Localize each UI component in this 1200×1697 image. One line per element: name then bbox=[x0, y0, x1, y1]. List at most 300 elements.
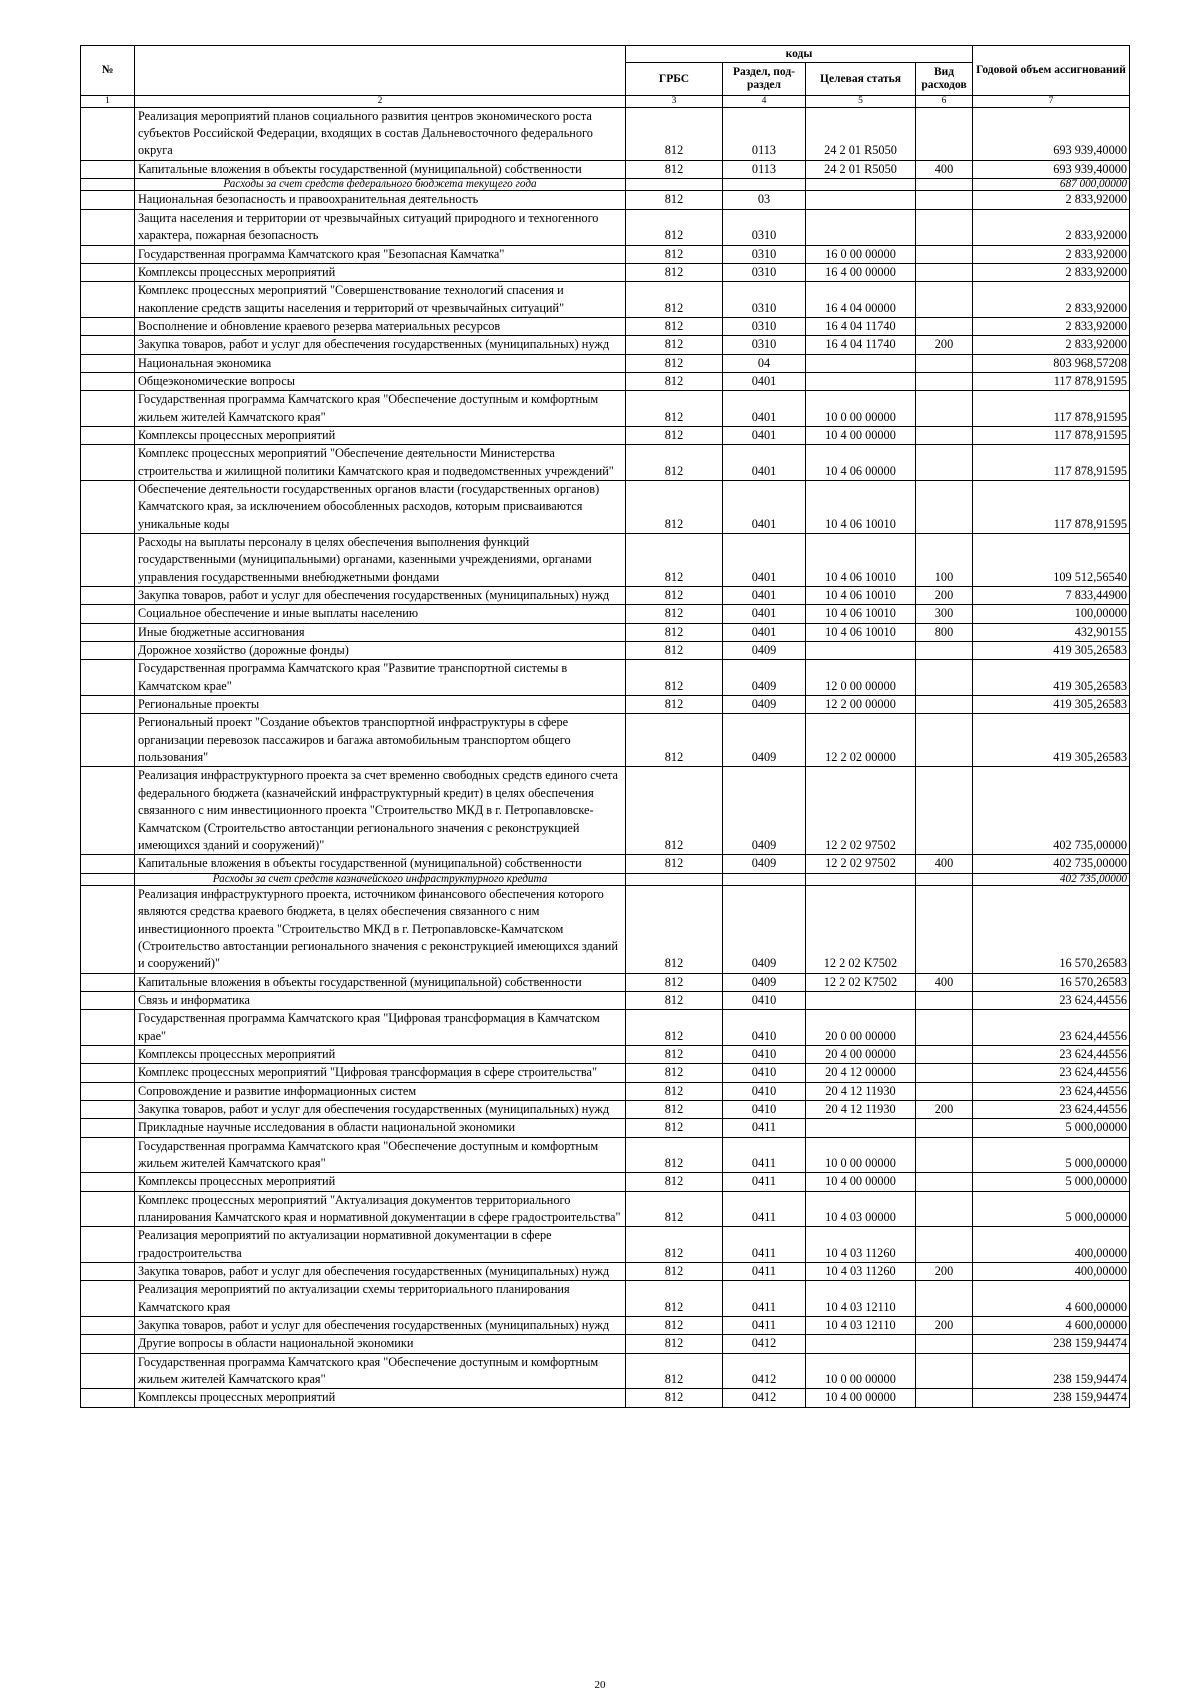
expense-name: Национальная безопасность и правоохранительная деятельность bbox=[135, 191, 626, 209]
table-row bbox=[81, 767, 1130, 855]
grbs-cell: 812 bbox=[626, 1317, 723, 1335]
grbs-cell: 812 bbox=[626, 317, 723, 335]
vid-cell bbox=[916, 1353, 973, 1389]
row-number bbox=[81, 445, 135, 481]
expense-name: Реализация инфраструктурного проекта за счет временно свободных средств единого счета федерального бюджета (казначейский инфраструктурный кредит) в целях обеспечения связанного с ним инвестиционного проекта "Строительство МКД в г. Петропавловске-Камчатском (Строительство автостанции регионального значения с реконструкцией имеющихся зданий и сооружений)" bbox=[135, 767, 626, 855]
grbs-cell: 812 bbox=[626, 445, 723, 481]
row-number bbox=[81, 282, 135, 318]
table-row bbox=[81, 642, 1130, 660]
table-row bbox=[81, 1263, 1130, 1281]
vid-cell bbox=[916, 1045, 973, 1063]
vid-cell bbox=[916, 1227, 973, 1263]
expense-name: Государственная программа Камчатского края "Цифровая трансформация в Камчатском крае" bbox=[135, 1010, 626, 1046]
tsel-cell bbox=[806, 179, 916, 191]
row-number bbox=[81, 660, 135, 696]
razdel-cell: 0409 bbox=[723, 642, 806, 660]
tsel-cell: 12 2 00 00000 bbox=[806, 696, 916, 714]
grbs-cell: 812 bbox=[626, 1100, 723, 1118]
razdel-cell: 0310 bbox=[723, 336, 806, 354]
razdel-cell: 0410 bbox=[723, 1100, 806, 1118]
razdel-cell: 0409 bbox=[723, 973, 806, 991]
grbs-cell: 812 bbox=[626, 1173, 723, 1191]
tsel-cell: 10 4 06 00000 bbox=[806, 445, 916, 481]
razdel-cell: 0411 bbox=[723, 1191, 806, 1227]
razdel-cell: 0310 bbox=[723, 282, 806, 318]
razdel-cell: 0401 bbox=[723, 445, 806, 481]
table-row bbox=[81, 191, 1130, 209]
expense-name: Закупка товаров, работ и услуг для обеспечения государственных (муниципальных) нужд bbox=[135, 1100, 626, 1118]
table-row bbox=[81, 885, 1130, 973]
table-row bbox=[81, 426, 1130, 444]
table-row bbox=[81, 623, 1130, 641]
razdel-cell: 0409 bbox=[723, 885, 806, 973]
razdel-cell: 0410 bbox=[723, 991, 806, 1009]
expense-name: Защита населения и территории от чрезвычайных ситуаций природного и техногенного характера, пожарная безопасность bbox=[135, 209, 626, 245]
tsel-cell: 20 4 12 11930 bbox=[806, 1082, 916, 1100]
razdel-cell: 0113 bbox=[723, 160, 806, 178]
expense-name: Государственная программа Камчатского края "Обеспечение доступным и комфортным жильем жителей Камчатского края" bbox=[135, 391, 626, 427]
table-row bbox=[81, 1010, 1130, 1046]
tsel-cell: 20 4 12 11930 bbox=[806, 1100, 916, 1118]
row-number bbox=[81, 1010, 135, 1046]
table-row bbox=[81, 354, 1130, 372]
row-number bbox=[81, 209, 135, 245]
vid-cell: 300 bbox=[916, 605, 973, 623]
amount-cell: 117 878,91595 bbox=[973, 480, 1130, 533]
expense-name: Комплексы процессных мероприятий bbox=[135, 426, 626, 444]
col-index: 1 bbox=[81, 96, 135, 108]
expense-name: Региональные проекты bbox=[135, 696, 626, 714]
tsel-cell: 16 4 00 00000 bbox=[806, 263, 916, 281]
col-header-tsel: Целевая статья bbox=[806, 63, 916, 96]
column-index-row bbox=[81, 96, 1130, 108]
vid-cell bbox=[916, 1082, 973, 1100]
vid-cell bbox=[916, 1010, 973, 1046]
vid-cell bbox=[916, 1281, 973, 1317]
tsel-cell: 10 4 03 12110 bbox=[806, 1317, 916, 1335]
row-number bbox=[81, 1082, 135, 1100]
razdel-cell: 0410 bbox=[723, 1064, 806, 1082]
razdel-cell: 0411 bbox=[723, 1119, 806, 1137]
expense-name: Региональный проект "Создание объектов транспортной инфраструктуры в сфере организации перевозок пассажиров и багажа автомобильным транспортом общего пользования" bbox=[135, 714, 626, 767]
vid-cell: 100 bbox=[916, 534, 973, 587]
page-number: 20 bbox=[594, 1679, 606, 1691]
budget-document bbox=[80, 45, 1129, 1408]
amount-cell: 693 939,40000 bbox=[973, 160, 1130, 178]
tsel-cell: 10 4 06 10010 bbox=[806, 623, 916, 641]
amount-cell: 238 159,94474 bbox=[973, 1389, 1130, 1407]
grbs-cell: 812 bbox=[626, 696, 723, 714]
expense-name: Капитальные вложения в объекты государственной (муниципальной) собственности bbox=[135, 855, 626, 873]
table-row bbox=[81, 245, 1130, 263]
col-header-codes: коды bbox=[626, 46, 973, 63]
vid-cell bbox=[916, 1173, 973, 1191]
amount-cell: 402 735,00000 bbox=[973, 767, 1130, 855]
table-row bbox=[81, 317, 1130, 335]
grbs-cell: 812 bbox=[626, 1227, 723, 1263]
row-number bbox=[81, 179, 135, 191]
vid-cell: 200 bbox=[916, 1100, 973, 1118]
table-row bbox=[81, 534, 1130, 587]
tsel-cell: 16 0 00 00000 bbox=[806, 245, 916, 263]
grbs-cell: 812 bbox=[626, 107, 723, 160]
vid-cell: 200 bbox=[916, 336, 973, 354]
funding-source-label: Расходы за счет средств федерального бюджета текущего года bbox=[135, 179, 626, 191]
tsel-cell: 10 4 00 00000 bbox=[806, 1389, 916, 1407]
table-row bbox=[81, 263, 1130, 281]
tsel-cell: 10 4 06 10010 bbox=[806, 534, 916, 587]
grbs-cell: 812 bbox=[626, 1335, 723, 1353]
row-number bbox=[81, 642, 135, 660]
funding-source-amount: 402 735,00000 bbox=[973, 873, 1130, 885]
col-header-vid: Вид расходов bbox=[916, 63, 973, 96]
expense-name: Комплексы процессных мероприятий bbox=[135, 1173, 626, 1191]
row-number bbox=[81, 973, 135, 991]
grbs-cell: 812 bbox=[626, 605, 723, 623]
vid-cell: 400 bbox=[916, 160, 973, 178]
vid-cell bbox=[916, 714, 973, 767]
amount-cell: 5 000,00000 bbox=[973, 1119, 1130, 1137]
tsel-cell: 10 4 00 00000 bbox=[806, 1173, 916, 1191]
amount-cell: 2 833,92000 bbox=[973, 245, 1130, 263]
row-number bbox=[81, 372, 135, 390]
grbs-cell: 812 bbox=[626, 391, 723, 427]
vid-cell bbox=[916, 885, 973, 973]
tsel-cell bbox=[806, 372, 916, 390]
tsel-cell: 16 4 04 00000 bbox=[806, 282, 916, 318]
tsel-cell: 12 2 02 97502 bbox=[806, 855, 916, 873]
grbs-cell: 812 bbox=[626, 767, 723, 855]
row-number bbox=[81, 160, 135, 178]
table-row bbox=[81, 714, 1130, 767]
col-index: 7 bbox=[973, 96, 1130, 108]
amount-cell: 5 000,00000 bbox=[973, 1191, 1130, 1227]
grbs-cell: 812 bbox=[626, 1281, 723, 1317]
expense-name: Общеэкономические вопросы bbox=[135, 372, 626, 390]
expense-name: Реализация мероприятий по актуализации нормативной документации в сфере градостроительства bbox=[135, 1227, 626, 1263]
table-row bbox=[81, 209, 1130, 245]
vid-cell bbox=[916, 991, 973, 1009]
grbs-cell: 812 bbox=[626, 1010, 723, 1046]
table-row bbox=[81, 991, 1130, 1009]
razdel-cell: 0412 bbox=[723, 1335, 806, 1353]
razdel-cell: 0401 bbox=[723, 587, 806, 605]
amount-cell: 23 624,44556 bbox=[973, 991, 1130, 1009]
amount-cell: 693 939,40000 bbox=[973, 107, 1130, 160]
expense-name: Другие вопросы в области национальной экономики bbox=[135, 1335, 626, 1353]
amount-cell: 419 305,26583 bbox=[973, 696, 1130, 714]
razdel-cell: 0401 bbox=[723, 534, 806, 587]
vid-cell bbox=[916, 209, 973, 245]
vid-cell: 200 bbox=[916, 587, 973, 605]
vid-cell bbox=[916, 445, 973, 481]
grbs-cell: 812 bbox=[626, 191, 723, 209]
vid-cell bbox=[916, 873, 973, 885]
vid-cell bbox=[916, 282, 973, 318]
tsel-cell: 12 2 02 00000 bbox=[806, 714, 916, 767]
amount-cell: 2 833,92000 bbox=[973, 282, 1130, 318]
row-number bbox=[81, 1100, 135, 1118]
grbs-cell: 812 bbox=[626, 372, 723, 390]
tsel-cell: 24 2 01 R5050 bbox=[806, 160, 916, 178]
razdel-cell: 03 bbox=[723, 191, 806, 209]
expense-name: Дорожное хозяйство (дорожные фонды) bbox=[135, 642, 626, 660]
expense-name: Государственная программа Камчатского края "Обеспечение доступным и комфортным жильем жителей Камчатского края" bbox=[135, 1137, 626, 1173]
table-row bbox=[81, 1389, 1130, 1407]
tsel-cell: 12 2 02 97502 bbox=[806, 767, 916, 855]
vid-cell: 400 bbox=[916, 973, 973, 991]
amount-cell: 109 512,56540 bbox=[973, 534, 1130, 587]
amount-cell: 5 000,00000 bbox=[973, 1173, 1130, 1191]
razdel-cell: 0310 bbox=[723, 209, 806, 245]
tsel-cell: 10 4 03 11260 bbox=[806, 1263, 916, 1281]
row-number bbox=[81, 587, 135, 605]
amount-cell: 419 305,26583 bbox=[973, 714, 1130, 767]
grbs-cell: 812 bbox=[626, 245, 723, 263]
expense-name: Иные бюджетные ассигнования bbox=[135, 623, 626, 641]
expense-name: Социальное обеспечение и иные выплаты населению bbox=[135, 605, 626, 623]
grbs-cell: 812 bbox=[626, 209, 723, 245]
tsel-cell: 10 4 06 10010 bbox=[806, 587, 916, 605]
table-row bbox=[81, 1317, 1130, 1335]
row-number bbox=[81, 263, 135, 281]
vid-cell bbox=[916, 480, 973, 533]
row-number bbox=[81, 605, 135, 623]
razdel-cell: 0411 bbox=[723, 1227, 806, 1263]
amount-cell: 803 968,57208 bbox=[973, 354, 1130, 372]
row-number bbox=[81, 1317, 135, 1335]
grbs-cell: 812 bbox=[626, 1082, 723, 1100]
amount-cell: 4 600,00000 bbox=[973, 1317, 1130, 1335]
grbs-cell: 812 bbox=[626, 623, 723, 641]
funding-source-row bbox=[81, 873, 1130, 885]
vid-cell bbox=[916, 1191, 973, 1227]
vid-cell bbox=[916, 107, 973, 160]
grbs-cell: 812 bbox=[626, 282, 723, 318]
expense-name: Капитальные вложения в объекты государственной (муниципальной) собственности bbox=[135, 973, 626, 991]
grbs-cell: 812 bbox=[626, 1389, 723, 1407]
row-number bbox=[81, 426, 135, 444]
expense-name: Комплексы процессных мероприятий bbox=[135, 1389, 626, 1407]
amount-cell: 402 735,00000 bbox=[973, 855, 1130, 873]
vid-cell bbox=[916, 391, 973, 427]
grbs-cell: 812 bbox=[626, 1045, 723, 1063]
amount-cell: 2 833,92000 bbox=[973, 336, 1130, 354]
tsel-cell bbox=[806, 873, 916, 885]
expense-name: Закупка товаров, работ и услуг для обеспечения государственных (муниципальных) нужд bbox=[135, 1317, 626, 1335]
row-number bbox=[81, 991, 135, 1009]
grbs-cell: 812 bbox=[626, 426, 723, 444]
amount-cell: 117 878,91595 bbox=[973, 372, 1130, 390]
amount-cell: 238 159,94474 bbox=[973, 1353, 1130, 1389]
funding-source-row bbox=[81, 179, 1130, 191]
tsel-cell: 10 4 03 11260 bbox=[806, 1227, 916, 1263]
row-number bbox=[81, 354, 135, 372]
amount-cell: 419 305,26583 bbox=[973, 660, 1130, 696]
razdel-cell: 0401 bbox=[723, 605, 806, 623]
vid-cell bbox=[916, 1335, 973, 1353]
razdel-cell: 0412 bbox=[723, 1389, 806, 1407]
grbs-cell: 812 bbox=[626, 1119, 723, 1137]
table-row bbox=[81, 660, 1130, 696]
amount-cell: 400,00000 bbox=[973, 1227, 1130, 1263]
razdel-cell: 0401 bbox=[723, 372, 806, 390]
expense-name: Реализация инфраструктурного проекта, источником финансового обеспечения которого являются средства краевого бюджета, в целях обеспечения связанного с ним инвестиционного проекта "Строительство МКД в г. Петропавловске-Камчатском (Строительство автостанции регионального значения с реконструкцией имеющихся зданий и сооружений)" bbox=[135, 885, 626, 973]
row-number bbox=[81, 391, 135, 427]
tsel-cell bbox=[806, 209, 916, 245]
razdel-cell: 0409 bbox=[723, 855, 806, 873]
vid-cell bbox=[916, 179, 973, 191]
table-row bbox=[81, 480, 1130, 533]
col-index: 4 bbox=[723, 96, 806, 108]
razdel-cell: 0411 bbox=[723, 1173, 806, 1191]
tsel-cell: 20 0 00 00000 bbox=[806, 1010, 916, 1046]
table-row bbox=[81, 855, 1130, 873]
razdel-cell: 0409 bbox=[723, 696, 806, 714]
razdel-cell: 0410 bbox=[723, 1045, 806, 1063]
table-row bbox=[81, 1227, 1130, 1263]
grbs-cell: 812 bbox=[626, 714, 723, 767]
tsel-cell: 10 4 03 00000 bbox=[806, 1191, 916, 1227]
tsel-cell: 16 4 04 11740 bbox=[806, 336, 916, 354]
col-header-grbs: ГРБС bbox=[626, 63, 723, 96]
amount-cell: 432,90155 bbox=[973, 623, 1130, 641]
razdel-cell: 0401 bbox=[723, 480, 806, 533]
vid-cell bbox=[916, 1389, 973, 1407]
amount-cell: 23 624,44556 bbox=[973, 1082, 1130, 1100]
row-number bbox=[81, 336, 135, 354]
expense-name: Реализация мероприятий по актуализации схемы территориального планирования Камчатского края bbox=[135, 1281, 626, 1317]
table-row bbox=[81, 1191, 1130, 1227]
expense-name: Закупка товаров, работ и услуг для обеспечения государственных (муниципальных) нужд bbox=[135, 336, 626, 354]
table-row bbox=[81, 696, 1130, 714]
razdel-cell: 0113 bbox=[723, 107, 806, 160]
col-index: 3 bbox=[626, 96, 723, 108]
tsel-cell: 12 2 02 K7502 bbox=[806, 973, 916, 991]
vid-cell bbox=[916, 660, 973, 696]
grbs-cell: 812 bbox=[626, 1064, 723, 1082]
razdel-cell: 0409 bbox=[723, 767, 806, 855]
razdel-cell: 0411 bbox=[723, 1263, 806, 1281]
razdel-cell: 0310 bbox=[723, 263, 806, 281]
vid-cell bbox=[916, 1137, 973, 1173]
table-row bbox=[81, 107, 1130, 160]
row-number bbox=[81, 317, 135, 335]
row-number bbox=[81, 1173, 135, 1191]
razdel-cell: 0410 bbox=[723, 1082, 806, 1100]
tsel-cell: 10 4 03 12110 bbox=[806, 1281, 916, 1317]
table-row bbox=[81, 282, 1130, 318]
table-row bbox=[81, 1100, 1130, 1118]
grbs-cell: 812 bbox=[626, 973, 723, 991]
amount-cell: 117 878,91595 bbox=[973, 426, 1130, 444]
row-number bbox=[81, 1119, 135, 1137]
amount-cell: 117 878,91595 bbox=[973, 445, 1130, 481]
table-body bbox=[81, 107, 1130, 1407]
tsel-cell bbox=[806, 1335, 916, 1353]
grbs-cell: 812 bbox=[626, 587, 723, 605]
expense-name: Комплексы процессных мероприятий bbox=[135, 1045, 626, 1063]
amount-cell: 238 159,94474 bbox=[973, 1335, 1130, 1353]
table-row bbox=[81, 336, 1130, 354]
col-header-razdel: Раздел, под-раздел bbox=[723, 63, 806, 96]
tsel-cell bbox=[806, 191, 916, 209]
table-row bbox=[81, 445, 1130, 481]
table-row bbox=[81, 1119, 1130, 1137]
expense-name: Комплексы процессных мероприятий bbox=[135, 263, 626, 281]
col-index: 5 bbox=[806, 96, 916, 108]
table-row bbox=[81, 1335, 1130, 1353]
amount-cell: 117 878,91595 bbox=[973, 391, 1130, 427]
table-row bbox=[81, 1045, 1130, 1063]
vid-cell: 800 bbox=[916, 623, 973, 641]
expense-name: Комплекс процессных мероприятий "Совершенствование технологий спасения и накопление средств защиты населения и территорий от чрезвычайных ситуаций" bbox=[135, 282, 626, 318]
vid-cell bbox=[916, 354, 973, 372]
vid-cell bbox=[916, 426, 973, 444]
vid-cell bbox=[916, 642, 973, 660]
vid-cell bbox=[916, 1119, 973, 1137]
vid-cell bbox=[916, 191, 973, 209]
row-number bbox=[81, 623, 135, 641]
razdel-cell: 0411 bbox=[723, 1137, 806, 1173]
tsel-cell: 12 2 02 K7502 bbox=[806, 885, 916, 973]
grbs-cell: 812 bbox=[626, 642, 723, 660]
expense-name: Государственная программа Камчатского края "Безопасная Камчатка" bbox=[135, 245, 626, 263]
row-number bbox=[81, 480, 135, 533]
tsel-cell: 10 4 06 10010 bbox=[806, 480, 916, 533]
grbs-cell: 812 bbox=[626, 991, 723, 1009]
row-number bbox=[81, 1389, 135, 1407]
expense-name: Связь и информатика bbox=[135, 991, 626, 1009]
amount-cell: 419 305,26583 bbox=[973, 642, 1130, 660]
amount-cell: 23 624,44556 bbox=[973, 1100, 1130, 1118]
grbs-cell: 812 bbox=[626, 160, 723, 178]
row-number bbox=[81, 696, 135, 714]
expense-name: Государственная программа Камчатского края "Развитие транспортной системы в Камчатском крае" bbox=[135, 660, 626, 696]
expense-name: Сопровождение и развитие информационных систем bbox=[135, 1082, 626, 1100]
razdel-cell: 0411 bbox=[723, 1281, 806, 1317]
tsel-cell bbox=[806, 1119, 916, 1137]
amount-cell: 7 833,44900 bbox=[973, 587, 1130, 605]
razdel-cell: 0412 bbox=[723, 1353, 806, 1389]
row-number bbox=[81, 1353, 135, 1389]
amount-cell: 100,00000 bbox=[973, 605, 1130, 623]
amount-cell: 23 624,44556 bbox=[973, 1010, 1130, 1046]
vid-cell bbox=[916, 263, 973, 281]
table-row bbox=[81, 1281, 1130, 1317]
expense-name: Комплекс процессных мероприятий "Актуализация документов территориального планирования Камчатского края и нормативной документации в сфере градостроительства" bbox=[135, 1191, 626, 1227]
vid-cell: 400 bbox=[916, 855, 973, 873]
amount-cell: 2 833,92000 bbox=[973, 209, 1130, 245]
row-number bbox=[81, 1335, 135, 1353]
tsel-cell: 20 4 00 00000 bbox=[806, 1045, 916, 1063]
amount-cell: 2 833,92000 bbox=[973, 191, 1130, 209]
amount-cell: 23 624,44556 bbox=[973, 1064, 1130, 1082]
vid-cell bbox=[916, 317, 973, 335]
table-row bbox=[81, 1082, 1130, 1100]
row-number bbox=[81, 245, 135, 263]
expense-name: Восполнение и обновление краевого резерва материальных ресурсов bbox=[135, 317, 626, 335]
col-header-name bbox=[135, 46, 626, 96]
expense-name: Национальная экономика bbox=[135, 354, 626, 372]
grbs-cell bbox=[626, 179, 723, 191]
tsel-cell: 12 0 00 00000 bbox=[806, 660, 916, 696]
grbs-cell: 812 bbox=[626, 1137, 723, 1173]
razdel-cell bbox=[723, 873, 806, 885]
row-number bbox=[81, 885, 135, 973]
razdel-cell: 0410 bbox=[723, 1010, 806, 1046]
expense-name: Обеспечение деятельности государственных органов власти (государственных органов) Камчатского края, за исключением обособленных расходов, которым присваиваются уникальные коды bbox=[135, 480, 626, 533]
